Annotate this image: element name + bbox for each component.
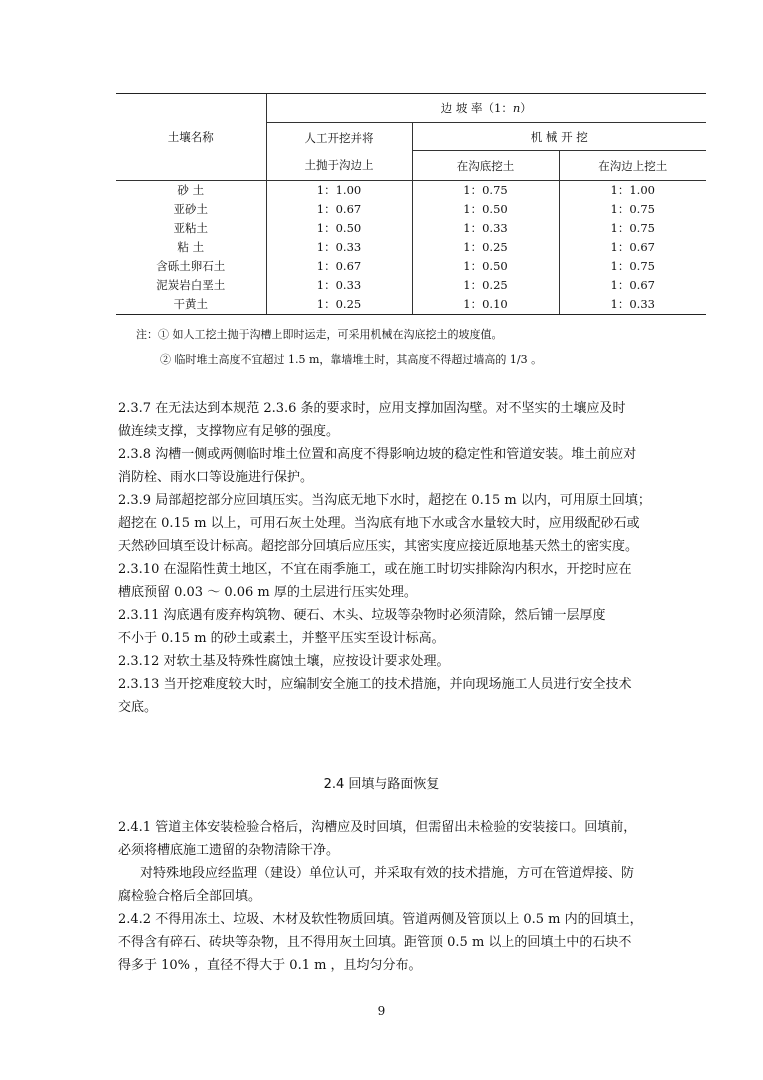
table-cell: 1：0.67 [610,240,655,254]
table-cell: 1：1.00 [610,183,655,197]
header-manual [266,123,412,181]
paragraph-2-4-1-cont: 腐检验合格后全部回填。 [118,889,262,904]
paragraph-2-3-10-cont: 槽底预留 0.03 ～ 0.06 m 厚的土层进行压实处理。 [118,585,417,600]
note-2: ② 临时堆土高度不宜超过 1.5 m，靠墙堆土时，其高度不得超过墙高的 1/3 。 [160,353,543,366]
table-cell: 亚粘土 [173,221,208,235]
manual-column [266,181,412,315]
paragraph-2-3-9-cont: 超挖在 0.15 m 以上，可用石灰土处理。当沟底有地下水或含水量较大时，应用级配砂石或 [118,516,640,531]
slope-rate-table [116,93,706,315]
table-cell: 1：0.75 [463,183,508,197]
paragraph-2-4-1-cont: 对特殊地段应经监理（建设）单位认可，并采取有效的技术措施，方可在管道焊接、防 [140,866,635,881]
paragraph-2-3-10: 2.3.10 在湿陷性黄土地区，不宜在雨季施工，或在施工时切实排除沟内积水，开挖时应在 [118,562,632,577]
table-cell: 1：0.50 [316,221,362,235]
paragraph-2-3-8-cont: 消防栓、雨水口等设施进行保护。 [118,470,314,485]
body-text-section-2-3 [118,397,678,719]
paragraph-2-3-11-cont: 不小于 0.15 m 的砂土或素土，并整平压实至设计标高。 [118,631,445,646]
body-text-section-2-4 [118,816,678,977]
table-cell: 泥炭岩白垩土 [156,278,226,292]
paragraph-2-3-9-cont: 天然砂回填至设计标高。超挖部分回填后应压实，其密实度应接近原地基天然土的密实度。 [118,539,639,554]
table-cell: 亚砂土 [173,202,208,216]
header-slope-n: n [512,101,521,115]
paragraph-2-3-11: 2.3.11 沟底遇有废弃构筑物、硬石、木头、垃圾等杂物时必须清除，然后铺一层厚度 [118,608,606,623]
table-cell: 1：0.75 [610,259,655,273]
paragraph-2-3-13: 2.3.13 当开挖难度较大时，应编制安全施工的技术措施，并向现场施工人员进行安全技术 [118,677,632,692]
header-soil-name: 土壤名称 [116,94,266,181]
soil-name-column [116,181,266,315]
header-manual-line1: 人工开挖并将 [304,130,374,145]
paragraph-2-3-7-cont: 做连续支撑，支撑物应有足够的强度。 [118,424,340,439]
table-cell: 1：0.33 [610,297,655,311]
table-cell: 1：0.50 [463,259,508,273]
table-cell: 1：0.33 [463,221,508,235]
paragraph-2-3-7: 2.3.7 在无法达到本规范 2.3.6 条的要求时，应用支撑加固沟壁。对不坚实的土壤应及时 [118,401,626,416]
header-trench-side: 在沟边上挖土 [559,151,706,181]
table-cell: 1：0.10 [463,297,508,311]
table-cell: 1：0.33 [316,240,362,254]
header-slope-rate: 边 坡 率（1：n） [266,94,706,123]
paragraph-2-4-1-cont: 必须将槽底施工遗留的杂物清除干净。 [118,843,340,858]
section-heading-2-4: 2.4 回填与路面恢复 [323,777,440,792]
note-1: 注：① 如人工挖土抛于沟槽上即时运走，可采用机械在沟底挖土的坡度值。 [136,328,503,341]
paragraph-2-4-2-cont: 得多于 10% ，直径不得大于 0.1 m ，且均匀分布。 [118,958,422,973]
header-machine: 机 械 开 挖 [412,123,706,151]
paragraph-2-4-1: 2.4.1 管道主体安装检验合格后，沟槽应及时回填，但需留出未检验的安装接口。回填前， [118,820,637,835]
table-cell: 1：0.75 [610,202,655,216]
table-cell: 1：0.25 [316,297,362,311]
header-trench-bottom: 在沟底挖土 [412,151,559,181]
table-cell: 干黄土 [173,297,208,311]
table-cell: 1：0.67 [316,259,362,273]
table-cell: 1：0.25 [463,240,508,254]
table-cell: 1：0.75 [610,221,655,235]
table-cell: 1：0.67 [610,278,655,292]
trench-bottom-column [412,181,559,315]
table-cell: 砂 土 [177,183,205,197]
paragraph-2-3-8: 2.3.8 沟槽一侧或两侧临时堆土位置和高度不得影响边坡的稳定性和管道安装。堆土前应对 [118,447,637,462]
table-cell: 1：1.00 [316,183,362,197]
header-manual-line2: 土抛于沟边上 [304,157,374,172]
table-cell: 粘 土 [177,240,205,254]
table-cell: 1：0.67 [316,202,362,216]
paragraph-2-3-9: 2.3.9 局部超挖部分应回填压实。当沟底无地下水时，超挖在 0.15 m 以内，可用原土回填； [118,493,651,508]
paragraph-2-3-13-cont: 交底。 [118,700,158,715]
table-cell: 1：0.25 [463,278,508,292]
paragraph-2-4-2-cont: 不得含有碎石、砖块等杂物，且不得用灰土回填。距管顶 0.5 m 以上的回填土中的石块不 [118,935,632,950]
page-number: 9 [377,1004,386,1018]
trench-side-column [559,181,706,315]
paragraph-2-3-12: 2.3.12 对软土基及特殊性腐蚀土壤，应按设计要求处理。 [118,654,450,669]
table-cell: 含砾土卵石土 [156,259,226,273]
table-cell: 1：0.33 [316,278,362,292]
table-cell: 1：0.50 [463,202,508,216]
paragraph-2-4-2: 2.4.2 不得用冻土、垃圾、木材及软性物质回填。管道两侧及管顶以上 0.5 m 内的回填土， [118,912,643,927]
table-notes [136,322,542,372]
